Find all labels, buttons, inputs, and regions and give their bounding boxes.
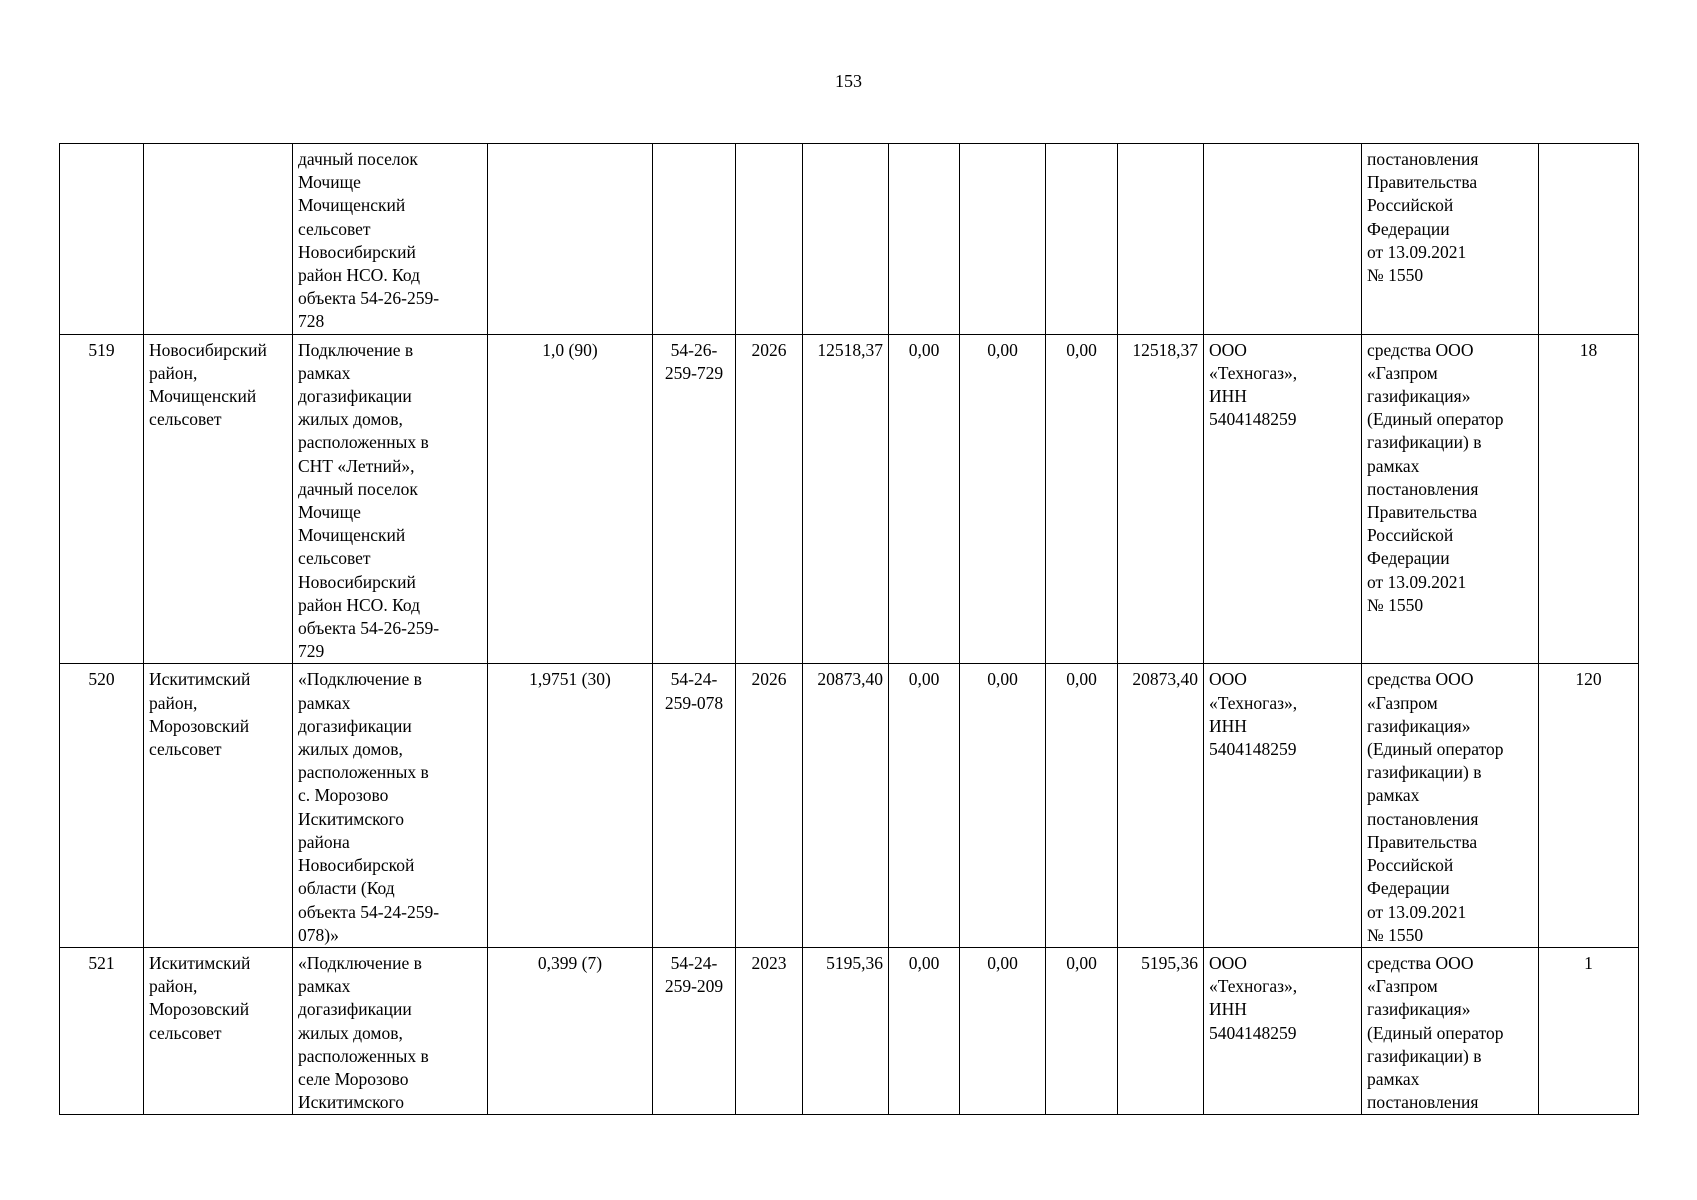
value-cell: 0,00 xyxy=(960,664,1046,947)
value-cell: 0,00 xyxy=(1046,334,1118,664)
value-cell: 0,00 xyxy=(1046,664,1118,947)
value-cell: 0,00 xyxy=(960,947,1046,1114)
value-cell: 20873,40 xyxy=(1118,664,1204,947)
year-cell: 2026 xyxy=(736,664,803,947)
executor-cell: ООО «Техногаз», ИНН 5404148259 xyxy=(1204,664,1362,947)
executor-cell: ООО «Техногаз», ИНН 5404148259 xyxy=(1204,947,1362,1114)
object-code-cell: 54-24- 259-209 xyxy=(653,947,736,1114)
count-cell: 18 xyxy=(1539,334,1639,664)
total-cost-cell: 20873,40 xyxy=(803,664,889,947)
value-cell: 0,00 xyxy=(960,334,1046,664)
district-cell: Искитимский район, Морозовский сельсовет xyxy=(144,947,293,1114)
row-number xyxy=(60,144,144,335)
object-code-cell: 54-24- 259-078 xyxy=(653,664,736,947)
value-cell xyxy=(960,144,1046,335)
gasification-table xyxy=(59,143,1639,1115)
value-cell xyxy=(1118,144,1204,335)
value-cell xyxy=(1046,144,1118,335)
length-cell: 1,0 (90) xyxy=(488,334,653,664)
description-cell: «Подключение в рамках догазификации жилых домов, расположенных в селе Морозово Искитимского xyxy=(293,947,488,1114)
description-cell: «Подключение в рамках догазификации жилых домов, расположенных в с. Морозово Искитимского района Новосибирской области (Код объекта 54-24-259- 078)» xyxy=(293,664,488,947)
value-cell: 12518,37 xyxy=(1118,334,1204,664)
value-cell: 0,00 xyxy=(889,334,960,664)
table-row xyxy=(60,947,1639,1114)
total-cost-cell: 5195,36 xyxy=(803,947,889,1114)
value-cell: 5195,36 xyxy=(1118,947,1204,1114)
value-cell: 0,00 xyxy=(889,947,960,1114)
year-cell: 2023 xyxy=(736,947,803,1114)
executor-cell xyxy=(1204,144,1362,335)
executor-cell: ООО «Техногаз», ИНН 5404148259 xyxy=(1204,334,1362,664)
funding-source-cell: постановления Правительства Российской Федерации от 13.09.2021 № 1550 xyxy=(1362,144,1539,335)
district-cell: Искитимский район, Морозовский сельсовет xyxy=(144,664,293,947)
year-cell: 2026 xyxy=(736,334,803,664)
row-number: 521 xyxy=(60,947,144,1114)
length-cell: 0,399 (7) xyxy=(488,947,653,1114)
total-cost-cell: 12518,37 xyxy=(803,334,889,664)
value-cell: 0,00 xyxy=(889,664,960,947)
district-cell xyxy=(144,144,293,335)
description-cell: Подключение в рамках догазификации жилых домов, расположенных в СНТ «Летний», дачный поселок Мочище Мочищенский сельсовет Новосибирский район НСО. Код объекта 54-26-259- 729 xyxy=(293,334,488,664)
page-number: 153 xyxy=(835,71,862,91)
value-cell: 0,00 xyxy=(1046,947,1118,1114)
count-cell xyxy=(1539,144,1639,335)
value-cell xyxy=(889,144,960,335)
row-number: 519 xyxy=(60,334,144,664)
table-row xyxy=(60,144,1639,335)
object-code-cell xyxy=(653,144,736,335)
funding-source-cell: средства ООО «Газпром газификация» (Единый оператор газификации) в рамках постановления Правительства Российской Федерации от 13.09.2021 № 1550 xyxy=(1362,334,1539,664)
year-cell xyxy=(736,144,803,335)
row-number: 520 xyxy=(60,664,144,947)
count-cell: 120 xyxy=(1539,664,1639,947)
description-cell: дачный поселок Мочище Мочищенский сельсовет Новосибирский район НСО. Код объекта 54-26-259- 728 xyxy=(293,144,488,335)
table-row xyxy=(60,664,1639,947)
district-cell: Новосибирский район, Мочищенский сельсовет xyxy=(144,334,293,664)
length-cell: 1,9751 (30) xyxy=(488,664,653,947)
table-row xyxy=(60,334,1639,664)
total-cost-cell xyxy=(803,144,889,335)
object-code-cell: 54-26- 259-729 xyxy=(653,334,736,664)
funding-source-cell: средства ООО «Газпром газификация» (Единый оператор газификации) в рамках постановления Правительства Российской Федерации от 13.09.2021 № 1550 xyxy=(1362,664,1539,947)
count-cell: 1 xyxy=(1539,947,1639,1114)
length-cell xyxy=(488,144,653,335)
funding-source-cell: средства ООО «Газпром газификация» (Единый оператор газификации) в рамках постановления xyxy=(1362,947,1539,1114)
